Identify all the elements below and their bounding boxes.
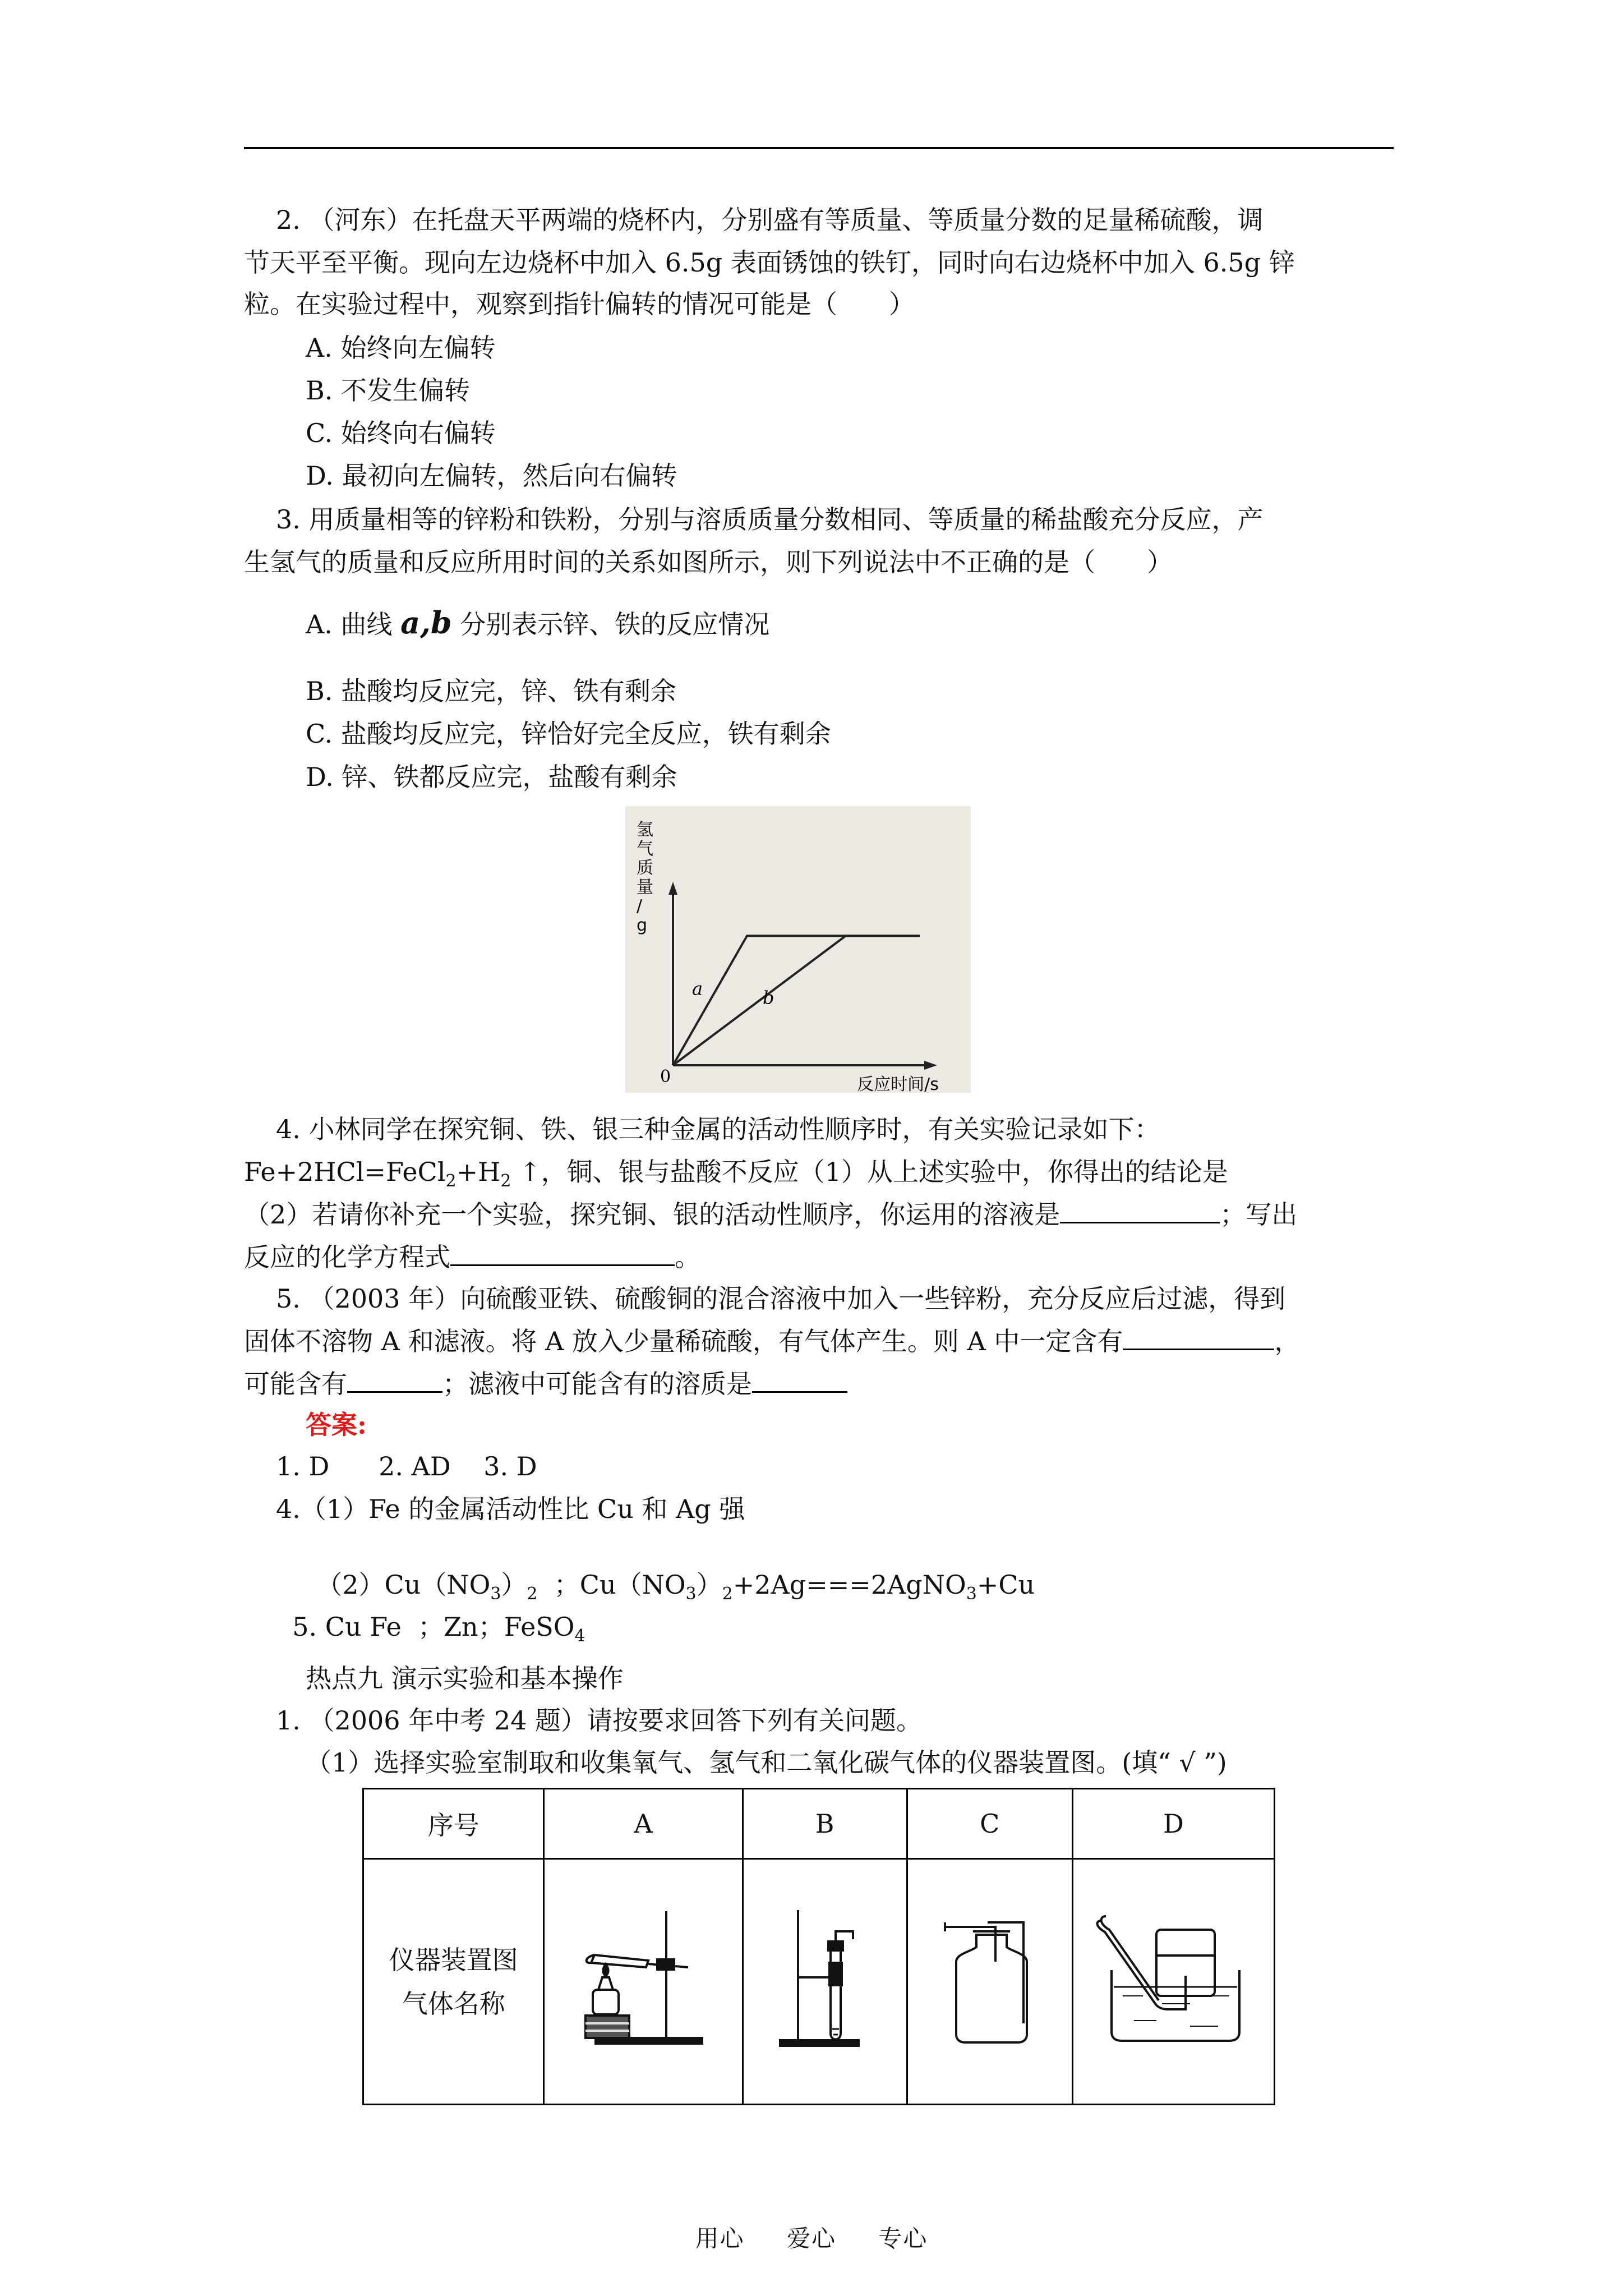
q2-line-1: 2. （河东）在托盘天平两端的烧杯内，分别盛有等质量、等质量分数的足量稀硫酸，调 <box>276 205 1264 235</box>
q5-line-2 <box>244 1324 1300 1358</box>
header-rule <box>244 147 1394 149</box>
row-label-cell <box>363 1859 544 2105</box>
q5-line-3-text-a: 可能含有 <box>244 1369 347 1399</box>
ans-eq-5: +2Ag===2AgNO <box>732 1570 966 1600</box>
q4-blank-equation[interactable] <box>450 1240 675 1266</box>
chart-x-arrow <box>924 1061 937 1070</box>
chart-ylabel-char: 量 <box>637 877 653 897</box>
q5-blank-may-contain[interactable] <box>347 1366 442 1393</box>
apparatus-table <box>362 1788 1275 2105</box>
q3-option-d: D. 锌、铁都反应完，盐酸有剩余 <box>306 762 677 792</box>
q4-eq-part-1: Fe+2HCl=FeCl <box>244 1157 446 1187</box>
chart-series-label-b: b <box>763 987 774 1009</box>
q5-line-3-text-b: ；滤液中可能含有的溶质是 <box>442 1369 752 1399</box>
apparatus-cell-b[interactable] <box>743 1859 907 2105</box>
row-label-apparatus: 仪器装置图 <box>389 1944 518 1975</box>
ans-eq-4-sub: 2 <box>722 1584 733 1604</box>
heating-apparatus-icon <box>562 1906 725 2051</box>
footer-word-3: 专心 <box>878 2225 928 2252</box>
q4-eq-part-2: +H <box>456 1157 501 1187</box>
q3-line-1: 3. 用质量相等的锌粉和铁粉，分别与溶质质量分数相同、等质量的稀盐酸充分反应，产 <box>276 504 1264 535</box>
q4-line-1: 4. 小林同学在探究铜、铁、银三种金属的活动性顺序时，有关实验记录如下： <box>276 1114 1160 1144</box>
q3-option-a-prefix: A. 曲线 <box>306 609 401 639</box>
ans-eq-4: ） <box>696 1570 722 1600</box>
chart-ylabel-char: 气 <box>637 839 653 859</box>
footer-word-2: 爱心 <box>786 2225 836 2252</box>
q5-blank-filtrate-solute[interactable] <box>752 1366 847 1393</box>
table-row-apparatus <box>363 1859 1275 2105</box>
table-header-row <box>363 1789 1275 1859</box>
apparatus-cell-c[interactable] <box>907 1859 1072 2105</box>
section9-q1-1: （1）选择实验室制取和收集氧气、氢气和二氧化碳气体的仪器装置图。(填“ √ ”) <box>306 1747 1227 1778</box>
hydrogen-mass-chart <box>625 806 971 1093</box>
chart-ylabel-char: 氢 <box>637 820 653 840</box>
q3-option-b: B. 盐酸均反应完，锌、铁有剩余 <box>306 676 677 706</box>
chart-series-group <box>673 936 920 1065</box>
ans-eq-3-sub: 3 <box>685 1584 697 1604</box>
q4-line-3 <box>244 1197 1297 1231</box>
header-cell-b: B <box>743 1789 907 1859</box>
q2-line-2: 节天平至平衡。现向左边烧杯中加入 6.5g 表面锈蚀的铁钉，同时向右边烧杯中加入 6.5g 锌 <box>244 247 1295 278</box>
q2-option-a: A. 始终向左偏转 <box>306 333 496 363</box>
ans-eq-1: （2）Cu（NO <box>316 1570 491 1600</box>
ans-eq-6: +Cu <box>976 1570 1035 1600</box>
chart-series-line-a <box>673 936 920 1065</box>
q4-line-3-text: （2）若请你补充一个实验，探究铜、银的活动性顺序，你运用的溶液是 <box>244 1199 1061 1230</box>
header-cell-index: 序号 <box>363 1789 544 1859</box>
apparatus-cell-a[interactable] <box>544 1859 743 2105</box>
q2-option-d: D. 最初向左偏转，然后向右偏转 <box>306 461 677 491</box>
answers-line-5 <box>276 1576 585 1644</box>
header-cell-a: A <box>544 1789 743 1859</box>
q4-line-4-end: 。 <box>675 1242 700 1272</box>
ans-eq-3: ；Cu（NO <box>537 1570 686 1600</box>
q5-line-3 <box>244 1366 847 1401</box>
q3-line-2: 生氢气的质量和反应所用时间的关系如图所示，则下列说法中不正确的是（ ） <box>244 547 1173 577</box>
chart-ylabel-char: / <box>637 896 643 916</box>
q4-line-3-end: ；写出 <box>1220 1199 1298 1230</box>
gas-bottle-icon <box>934 1900 1046 2057</box>
q2-line-3: 粒。在实验过程中，观察到指针偏转的情况可能是（ ） <box>244 289 915 319</box>
chart-svg <box>625 806 971 1093</box>
chart-ylabel-char: 质 <box>637 858 653 878</box>
ans-eq-2-sub: 2 <box>527 1584 538 1604</box>
test-tube-stand-icon <box>769 1900 881 2057</box>
chart-origin-label: 0 <box>660 1067 671 1087</box>
q3-option-a-suffix: 分别表示锌、铁的反应情况 <box>451 609 770 639</box>
q4-line-4-text: 反应的化学方程式 <box>244 1242 450 1272</box>
q4-eq-sub-2: 2 <box>500 1171 511 1191</box>
page-footer <box>0 2220 1623 2254</box>
footer-word-1: 用心 <box>695 2225 745 2252</box>
q4-line-4 <box>244 1240 700 1274</box>
q5-line-2-text: 固体不溶物 A 和滤液。将 A 放入少量稀硫酸，有气体产生。则 A 中一定含有 <box>244 1326 1123 1356</box>
section9-title: 热点九 演示实验和基本操作 <box>306 1663 624 1694</box>
q4-eq-sub-1: 2 <box>445 1171 457 1191</box>
q2-option-c: C. 始终向右偏转 <box>306 418 496 448</box>
ans-eq-5-sub: 3 <box>966 1584 977 1604</box>
q3-option-a-vars: a,b <box>400 605 452 641</box>
q3-option-a <box>306 606 769 641</box>
q5-blank-must-contain[interactable] <box>1123 1324 1274 1350</box>
apparatus-cell-d[interactable] <box>1072 1859 1274 2105</box>
water-trough-icon <box>1089 1908 1257 2049</box>
q4-line-2 <box>244 1155 1228 1189</box>
q5-line-1: 5. （2003 年）向硫酸亚铁、硫酸铜的混合溶液中加入一些锌粉，充分反应后过滤，得到 <box>276 1283 1286 1314</box>
row-label-gas-name: 气体名称 <box>402 1988 505 2019</box>
chart-series-label-a: a <box>692 978 703 1000</box>
q5-line-2-end: ， <box>1274 1326 1301 1356</box>
chart-xlabel: 反应时间/s <box>857 1075 939 1093</box>
q4-blank-solution[interactable] <box>1060 1197 1220 1223</box>
answers-title: 答案: <box>306 1410 367 1440</box>
chart-ylabel-char: g <box>637 915 648 935</box>
answers-line-4-1: 4.（1）Fe 的金属活动性比 Cu 和 Ag 强 <box>276 1494 745 1524</box>
header-cell-c: C <box>907 1789 1072 1859</box>
chart-y-arrow <box>668 882 677 895</box>
ans-eq-2: ） <box>501 1570 527 1600</box>
q4-eq-part-3: ↑，铜、银与盐酸不反应（1）从上述实验中，你得出的结论是 <box>511 1157 1228 1187</box>
chart-ylabel <box>637 820 653 935</box>
section9-q1: 1. （2006 年中考 24 题）请按要求回答下列有关问题。 <box>276 1705 922 1736</box>
q2-option-b: B. 不发生偏转 <box>306 375 471 406</box>
ans-5-sub: 4 <box>574 1626 585 1646</box>
ans-eq-1-sub: 3 <box>490 1584 501 1604</box>
header-cell-d: D <box>1072 1789 1274 1859</box>
q3-option-c: C. 盐酸均反应完，锌恰好完全反应，铁有剩余 <box>306 719 831 749</box>
ans-5-text: 5. Cu Fe ；Zn；FeSO <box>292 1612 575 1642</box>
answers-line-1: 1. D 2. AD 3. D <box>276 1451 537 1481</box>
